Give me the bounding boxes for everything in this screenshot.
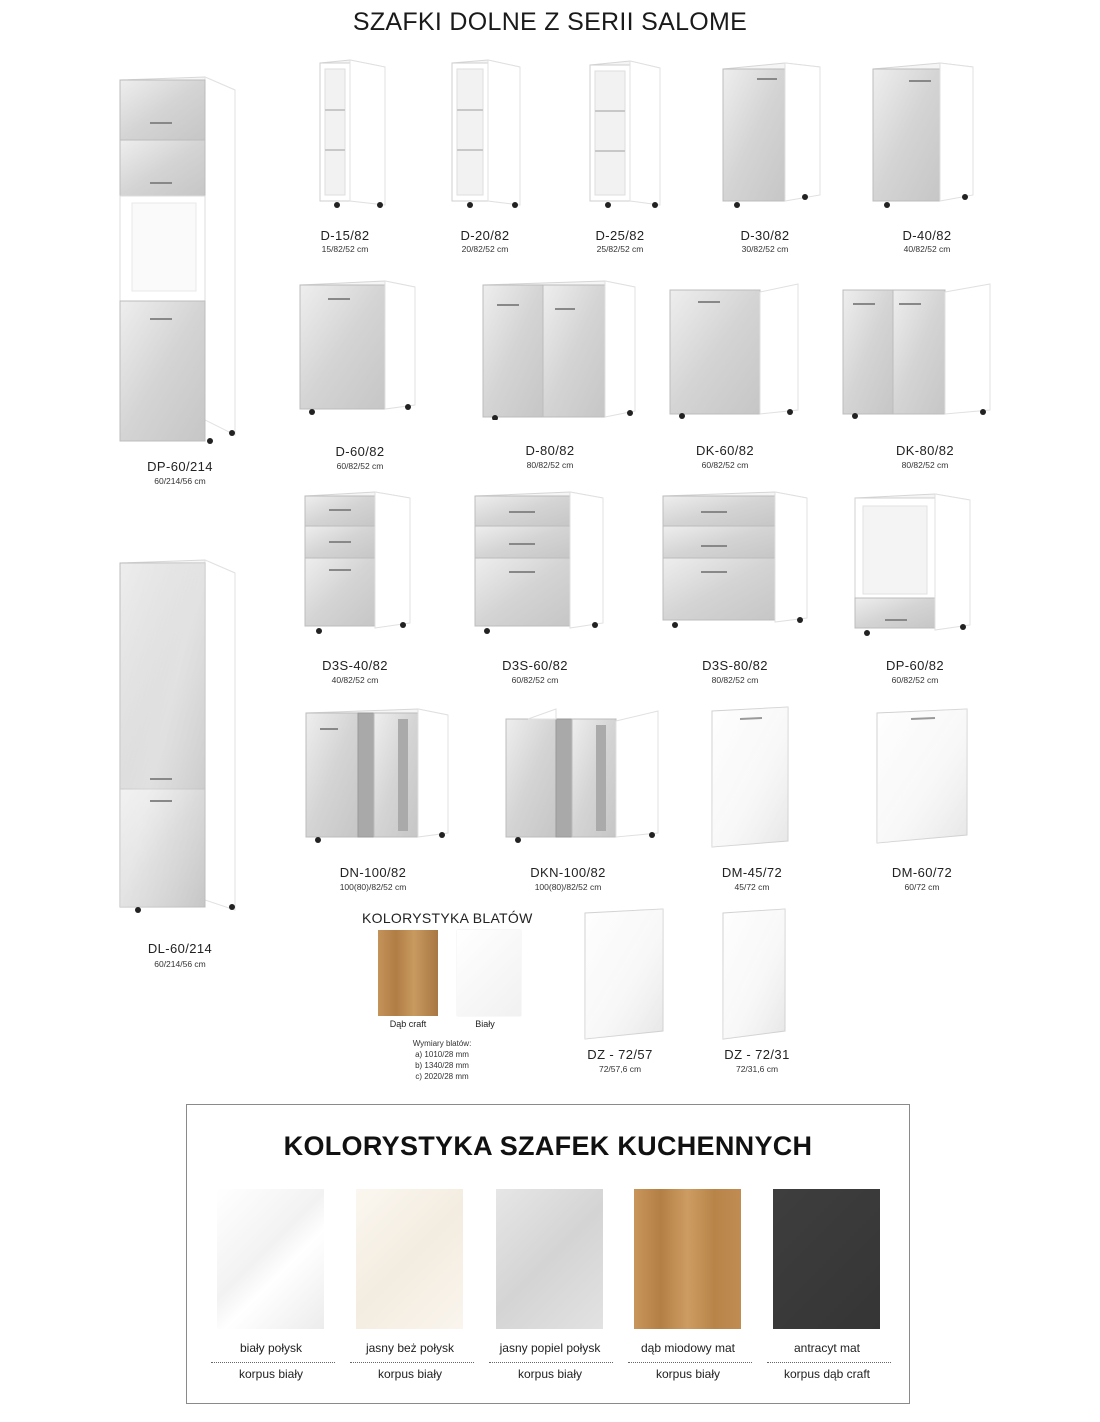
- cabinet-dimensions: 60/82/52 cm: [891, 675, 939, 685]
- color-swatch-honey-oak: [634, 1189, 741, 1329]
- door-panel-illustration: [575, 905, 675, 1045]
- cabinet-dimensions: 60/82/52 cm: [336, 461, 384, 471]
- cabinet-dp-60-214: [110, 75, 280, 495]
- base-cabinet-illustration: [865, 55, 985, 215]
- drawer-cabinet-illustration: [465, 488, 615, 643]
- cabinet-dimensions: 72/31,6 cm: [735, 1064, 779, 1074]
- cabinet-code: D-15/82: [320, 228, 370, 243]
- dishwasher-front-illustration: [865, 705, 985, 850]
- cabinet-dimensions: 60/72 cm: [904, 882, 940, 892]
- worktop-dimension: c) 2020/28 mm: [415, 1072, 469, 1081]
- cabinet-colors-title: KOLORYSTYKA SZAFEK KUCHENNYCH: [283, 1131, 813, 1161]
- cabinet-dimensions: 80/82/52 cm: [526, 460, 574, 470]
- cabinet-code: DM-45/72: [721, 865, 783, 880]
- divider: [628, 1362, 752, 1363]
- cabinet-dimensions: 20/82/52 cm: [461, 244, 509, 254]
- cabinet-code: D-30/82: [740, 228, 790, 243]
- open-shelf-cabinet-illustration: [305, 55, 405, 215]
- cabinet-code: DK-60/82: [695, 443, 755, 458]
- cabinet-dn-100-82: [298, 705, 468, 900]
- cabinet-dimensions: 40/82/52 cm: [331, 675, 379, 685]
- color-body: korpus dąb craft: [783, 1367, 871, 1381]
- cabinet-dimensions: 72/57,6 cm: [598, 1064, 642, 1074]
- color-name: biały połysk: [239, 1341, 303, 1355]
- color-name: antracyt mat: [793, 1341, 861, 1355]
- cabinet-d3s-60-82: [465, 488, 615, 688]
- color-body: korpus biały: [377, 1367, 443, 1381]
- cabinet-code: DP-60/214: [147, 459, 213, 474]
- worktops-title: KOLORYSTYKA BLATÓW: [362, 910, 533, 926]
- cabinet-code: DM-60/72: [891, 865, 953, 880]
- cabinet-code: D-40/82: [902, 228, 952, 243]
- drawer-cabinet-illustration: [655, 488, 825, 643]
- cabinet-dimensions: 40/82/52 cm: [903, 244, 951, 254]
- cabinet-colors-panel: [186, 1104, 910, 1404]
- color-swatch-anthracite: [773, 1189, 880, 1329]
- cabinet-d3s-40-82: [295, 488, 425, 688]
- base-cabinet-illustration: [715, 55, 825, 215]
- cabinet-code: D3S-80/82: [702, 658, 768, 673]
- cabinet-dimensions: 60/214/56 cm: [154, 959, 206, 969]
- cabinet-code: D-80/82: [525, 443, 575, 458]
- cabinet-dimensions: 80/82/52 cm: [711, 675, 759, 685]
- divider: [489, 1362, 613, 1363]
- cabinet-code: D3S-60/82: [502, 658, 568, 673]
- cabinet-dimensions: 15/82/52 cm: [321, 244, 369, 254]
- dishwasher-front-illustration: [700, 705, 810, 850]
- cabinet-code: DL-60/214: [147, 941, 213, 956]
- color-body: korpus biały: [517, 1367, 583, 1381]
- cabinet-d-80-82: [475, 275, 645, 475]
- worktop-swatch-white: [457, 930, 521, 1016]
- worktop-dimension: a) 1010/28 mm: [415, 1050, 469, 1059]
- divider: [211, 1362, 335, 1363]
- color-name: jasny beż połysk: [365, 1341, 455, 1355]
- double-door-cabinet-illustration: [475, 275, 645, 420]
- cabinet-code: D-60/82: [335, 444, 385, 459]
- cabinet-dimensions: 100(80)/82/52 cm: [534, 882, 602, 892]
- door-panel-illustration: [715, 905, 805, 1045]
- drawer-cabinet-illustration: [295, 488, 425, 643]
- cabinet-code: D-25/82: [595, 228, 645, 243]
- color-name: jasny popiel połysk: [499, 1341, 601, 1355]
- cabinet-dk-60-82: [660, 280, 810, 475]
- cabinet-dimensions: 25/82/52 cm: [596, 244, 644, 254]
- tall-oven-cabinet-illustration: [110, 75, 280, 455]
- cabinet-dimensions: 45/72 cm: [734, 882, 770, 892]
- worktop-dimension: b) 1340/28 mm: [415, 1061, 469, 1070]
- cabinet-dimensions: 60/214/56 cm: [154, 476, 206, 486]
- divider: [350, 1362, 474, 1363]
- cabinet-code: D-20/82: [460, 228, 510, 243]
- color-swatch-white-gloss: [217, 1189, 324, 1329]
- cabinet-code: DN-100/82: [339, 865, 407, 880]
- cabinet-dkn-100-82: [498, 705, 668, 900]
- tall-fridge-cabinet-illustration: [110, 555, 280, 925]
- worktop-label: Dąb craft: [389, 1019, 427, 1029]
- cabinet-dimensions: 60/82/52 cm: [511, 675, 559, 685]
- worktop-dimensions-title: Wymiary blatów:: [412, 1039, 472, 1048]
- open-shelf-cabinet-illustration: [580, 55, 680, 215]
- panel-dm-45-72: [700, 705, 810, 900]
- divider: [767, 1362, 891, 1363]
- cabinet-d-30-82: [715, 55, 825, 260]
- panel-dm-60-72: [865, 705, 985, 900]
- color-body: korpus biały: [655, 1367, 721, 1381]
- cabinet-dimensions: 80/82/52 cm: [901, 460, 949, 470]
- cabinet-dl-60-214: [110, 555, 280, 975]
- page-title: SZAFKI DOLNE Z SERII SALOME: [352, 8, 748, 36]
- open-shelf-cabinet-illustration: [440, 55, 540, 215]
- corner-cabinet-illustration: [298, 705, 468, 850]
- cabinet-code: DZ - 72/31: [724, 1047, 790, 1062]
- worktop-swatch-oak: [378, 930, 438, 1016]
- color-swatch-beige-gloss: [356, 1189, 463, 1329]
- worktop-label: Biały: [475, 1019, 495, 1029]
- color-swatch-grey-gloss: [496, 1189, 603, 1329]
- cabinet-code: DZ - 72/57: [587, 1047, 653, 1062]
- cabinet-d-40-82: [865, 55, 985, 260]
- cabinet-code: DP-60/82: [885, 658, 945, 673]
- cabinet-dk-80-82: [835, 280, 1005, 475]
- sink-cabinet-illustration: [660, 280, 810, 420]
- base-cabinet-illustration: [290, 275, 430, 420]
- double-sink-cabinet-illustration: [835, 280, 1005, 420]
- color-body: korpus biały: [238, 1367, 304, 1381]
- cabinet-code: DK-80/82: [895, 443, 955, 458]
- color-name: dąb miodowy mat: [640, 1341, 736, 1355]
- panel-dz-72-31: [715, 905, 805, 1080]
- cabinet-dp-60-82: [845, 490, 985, 688]
- cabinet-dimensions: 60/82/52 cm: [701, 460, 749, 470]
- cabinet-code: DKN-100/82: [530, 865, 606, 880]
- corner-sink-cabinet-illustration: [498, 705, 668, 850]
- cabinet-dimensions: 30/82/52 cm: [741, 244, 789, 254]
- oven-base-cabinet-illustration: [845, 490, 985, 645]
- cabinet-dimensions: 100(80)/82/52 cm: [339, 882, 407, 892]
- cabinet-code: D3S-40/82: [322, 658, 388, 673]
- worktop-dimensions: [382, 1038, 502, 1082]
- cabinet-d3s-80-82: [655, 488, 825, 688]
- cabinet-d-60-82: [290, 275, 430, 475]
